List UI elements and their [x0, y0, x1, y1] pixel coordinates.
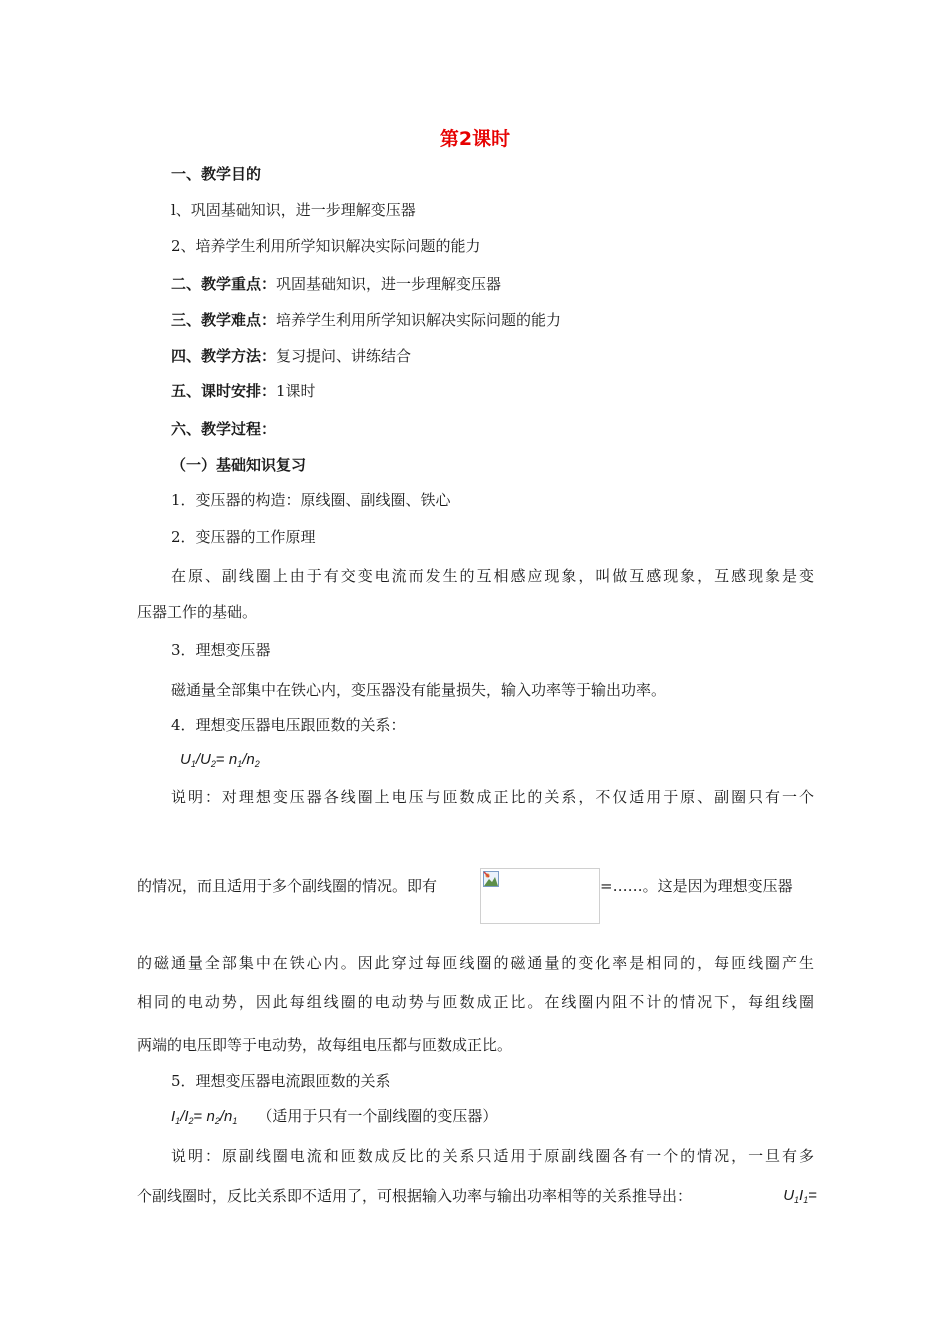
paragraph-5-body-text: 个副线圈时，反比关系即不适用了，可根据输入功率与输出功率相等的关系推导出： — [137, 1187, 693, 1205]
formula-symbol: n — [228, 751, 238, 768]
formula-subscript: 2 — [254, 759, 260, 769]
formula-image-placeholder — [480, 868, 600, 924]
formula-symbol: U — [200, 751, 211, 768]
objective-item-1: l、巩固基础知识，进一步理解变压器 — [171, 201, 416, 219]
difficulty-text: 培养学生利用所学知识解决实际问题的能力 — [276, 311, 562, 329]
formula-subscript: 2 — [210, 759, 216, 769]
paragraph-5: 5．理想变压器电流跟匝数的关系 — [171, 1072, 391, 1090]
schedule-text: 1课时 — [276, 382, 316, 400]
paragraph-4-body-line-2b: =……。这是因为理想变压器 — [600, 877, 793, 895]
objective-item-2: 2、培养学生利用所学知识解决实际问题的能力 — [171, 237, 481, 255]
formula-symbol: I — [799, 1187, 804, 1204]
key-point-text: 巩固基础知识，进一步理解变压器 — [276, 275, 502, 293]
formula-subscript: 2 — [188, 1116, 194, 1126]
paragraph-5-body-line-2 — [137, 1186, 817, 1210]
paragraph-3: 3．理想变压器 — [171, 641, 271, 659]
paragraph-2-body-line-1: 在原、副线圈上由于有交变电流而发生的互相感应现象，叫做互感现象，互感现象是变 — [171, 567, 814, 585]
paragraph-5-body-line-1: 说明：原副线圈电流和匝数成反比的关系只适用于原副线圈各有一个的情况，一旦有多 — [171, 1147, 814, 1165]
paragraph-3-body: 磁通量全部集中在铁心内，变压器没有能量损失，输入功率等于输出功率。 — [171, 681, 667, 699]
formula-subscript: 2 — [214, 1116, 220, 1126]
schedule-line — [171, 381, 316, 401]
difficulty-label: 三、教学难点： — [171, 311, 277, 329]
formula-subscript: 1 — [803, 1195, 809, 1205]
formula-current-ratio — [171, 1106, 497, 1131]
broken-image-icon — [483, 871, 499, 887]
formula-symbol: U — [783, 1187, 795, 1204]
formula-operator: / — [219, 1108, 225, 1125]
formula-operator: / — [180, 1108, 185, 1125]
method-text: 复习提问、讲练结合 — [276, 347, 412, 365]
formula-subscript: 1 — [232, 1116, 238, 1126]
formula-power — [783, 1186, 817, 1210]
formula-operator: / — [242, 751, 247, 768]
key-point-line — [171, 274, 501, 294]
formula-subscript: 1 — [175, 1116, 181, 1126]
formula-subscript: 1 — [794, 1195, 800, 1205]
paragraph-2: 2．变压器的工作原理 — [171, 528, 316, 546]
paragraph-1: 1．变压器的构造：原线圈、副线圈、铁心 — [171, 491, 451, 509]
paragraph-4-body-line-5: 两端的电压即等于电动势，故每组电压都与匝数成正比。 — [137, 1036, 513, 1054]
page-title: 第2课时 — [439, 128, 511, 150]
formula-symbol: I — [171, 1108, 176, 1125]
formula-symbol: I — [184, 1108, 189, 1125]
schedule-label: 五、课时安排： — [171, 382, 277, 400]
paragraph-4-body-line-3: 的磁通量全部集中在铁心内。因此穿过每匝线圈的磁通量的变化率是相同的，每匝线圈产生 — [137, 954, 814, 972]
section-heading-objectives: 一、教学目的 — [171, 165, 262, 183]
formula-operator: / — [195, 751, 201, 768]
formula-symbol: n — [206, 1108, 215, 1125]
difficulty-line — [171, 310, 561, 330]
formula-subscript: 1 — [237, 759, 243, 769]
paragraph-4-body-line-4: 相同的电动势，因此每组线圈的电动势与匝数成正比。在线圈内阻不计的情况下，每组线圈 — [137, 993, 814, 1011]
formula-subscript: 1 — [190, 759, 196, 769]
paragraph-4-body-line-1: 说明：对理想变压器各线圈上电压与匝数成正比的关系，不仅适用于原、副圈只有一个 — [171, 788, 814, 806]
formula-symbol: n — [224, 1108, 233, 1125]
method-label: 四、教学方法： — [171, 347, 277, 365]
formula-voltage-ratio — [180, 750, 260, 774]
subsection-heading-review: （一）基础知识复习 — [171, 456, 307, 474]
formula-operator: = — [808, 1187, 817, 1204]
paragraph-4: 4．理想变压器电压跟匝数的关系： — [171, 716, 406, 734]
formula-operator: = — [215, 751, 229, 768]
method-line — [171, 346, 411, 366]
paragraph-2-body-line-2: 压器工作的基础。 — [137, 603, 258, 621]
formula-symbol: n — [246, 751, 255, 768]
formula-symbol: U — [180, 751, 191, 768]
section-heading-process: 六、教学过程： — [171, 420, 277, 438]
formula-note: （适用于只有一个副线圈的变压器） — [257, 1107, 498, 1125]
formula-operator: = — [193, 1108, 207, 1125]
key-point-label: 二、教学重点： — [171, 275, 277, 293]
paragraph-4-body-line-2a: 的情况，而且适用于多个副线圈的情况。即有 — [137, 877, 438, 895]
